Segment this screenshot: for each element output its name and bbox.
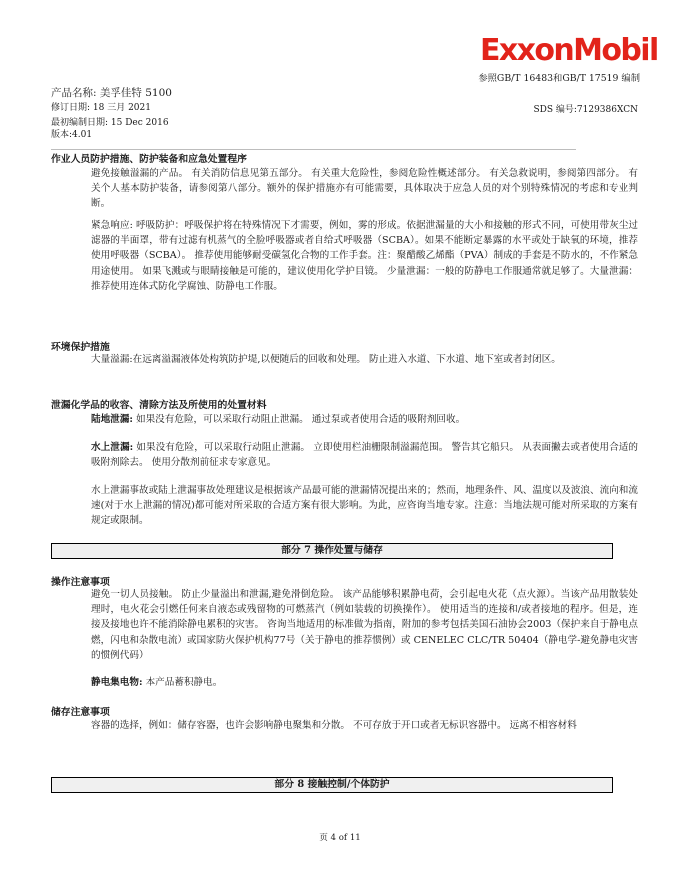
environmental-text: 大量溢漏:在远离溢漏液体处构筑防护堤,以便随后的回收和处理。 防止进入水道、下水道、地下室或者封闭区。 [91,354,561,365]
sds-number: SDS 编号:7129386XCN [533,105,638,115]
land-spill-text [91,412,638,427]
storage-heading: 储存注意事项 [51,707,110,718]
emergency-response-text: 紧急响应: 呼吸防护：呼吸保护将在特殊情况下才需要，例如，雾的形成。依据泄漏量的大小和接触的形式不同，可使用带灰尘过滤器的半面罩，带有过滤有机蒸气的全脸呼吸器或者自给式呼吸器（SCBA）。如果不能断定暴露的水平或处于缺氧的环境，推荐使用呼吸器（SCBA）。 推荐使用能够耐受碳氢化合物的工作手套。注：聚醋酸乙烯酯（PVA）制成的手套是不防水的，不作紧急用途使用。 如果飞溅或与眼睛接触是可能的，建议使用化学护目镜。 少量泄漏：一般的防静电工作服通常就足够了。大量泄漏：推荐使用连体式防化学腐蚀、防静电工作服。 [91,220,638,292]
page-number: 页 4 of 11 [319,833,361,843]
version: 版本:4.01 [51,130,93,140]
section-8-bar: 部分 8 接触控制/个体防护 [51,777,613,793]
static-accumulator-text [91,675,638,690]
water-spill-text [91,440,638,470]
land-spill-body: 如果没有危险，可以采取行动阻止泄漏。 通过泵或者使用合适的吸附剂回收。 [132,414,466,425]
reference-standard: 参照GB/T 16483和GB/T 17519 编制 [478,73,640,84]
personal-precautions-text: 避免接触溢漏的产品。 有关消防信息见第五部分。 有关重大危险性，参阅危险性概述部分。 有关急救说明，参阅第四部分。 有关个人基本防护装备，请参阅第八部分。额外的保护措施亦有可能需要，具体取决于应急人员的对个别特殊情况的考虑和专业判断。 [91,168,638,210]
handling-text: 避免一切人员接触。 防止少量溢出和泄漏,避免滑倒危险。 该产品能够积累静电荷，会引起电火花（点火源）。当该产品用散装处理时，电火花会引燃任何来自液态或残留物的可燃蒸汽（例如装载的切换操作）。 使用适当的连接和/或者接地的程序。但是，连接及接地也许不能消除静电累积的灾害。 咨询当地适用的标准做为指南，附加的参考包括美国石油协会2003（保护来自于静电点燃，闪电和杂散电流）或国家防火保护机构77号（关于静电的推荐惯例）或 CENELEC CLC/TR 50404（静电学-避免静电灾害的惯例代码） [91,589,638,661]
product-name: 产品名称: 美孚佳特 5100 [51,87,172,99]
revision-date: 修订日期: 18 三月 2021 [51,103,151,113]
water-spill-body: 如果没有危险，可以采取行动阻止泄漏。 立即使用栏油栅限制溢漏范围。 警告其它船只。 从表面撇去或者使用合适的吸附剂除去。 使用分散剂前征求专家意见。 [91,442,638,469]
first-edition-date: 最初编制日期: 15 Dec 2016 [51,118,169,128]
water-spill-label: 水上泄漏: [91,442,134,453]
personal-precautions-heading: 作业人员防护措施、防护装备和应急处置程序 [51,154,247,165]
environmental-heading: 环境保护措施 [51,342,110,353]
storage-text: 容器的选择，例如：储存容器，也许会影响静电聚集和分散。 不可存放于开口或者无标识容器中。 远离不相容材料 [91,720,577,731]
section-7-bar: 部分 7 操作处置与储存 [51,543,613,559]
static-accumulator-label: 静电集电物: [91,677,143,688]
handling-heading: 操作注意事项 [51,577,110,588]
spill-note-text: 水上泄漏事故或陆上泄漏事故处理建议是根据该产品最可能的泄漏情况提出来的；然而，地理条件、风、温度以及波浪、流向和流速(对于水上泄漏的情况)都可能对所采取的合适方案有很大影响。为此，应咨询当地专家。注意：当地法规可能对所采取的方案有规定或限制。 [91,485,638,527]
header-divider [51,149,576,150]
containment-heading: 泄漏化学品的收容、清除方法及所使用的处置材料 [51,400,267,411]
land-spill-label: 陆地泄漏: [91,414,133,425]
exxonmobil-logo: ExxonMobil [480,33,658,68]
static-accumulator-body: 本产品蓄积静电。 [142,677,223,688]
